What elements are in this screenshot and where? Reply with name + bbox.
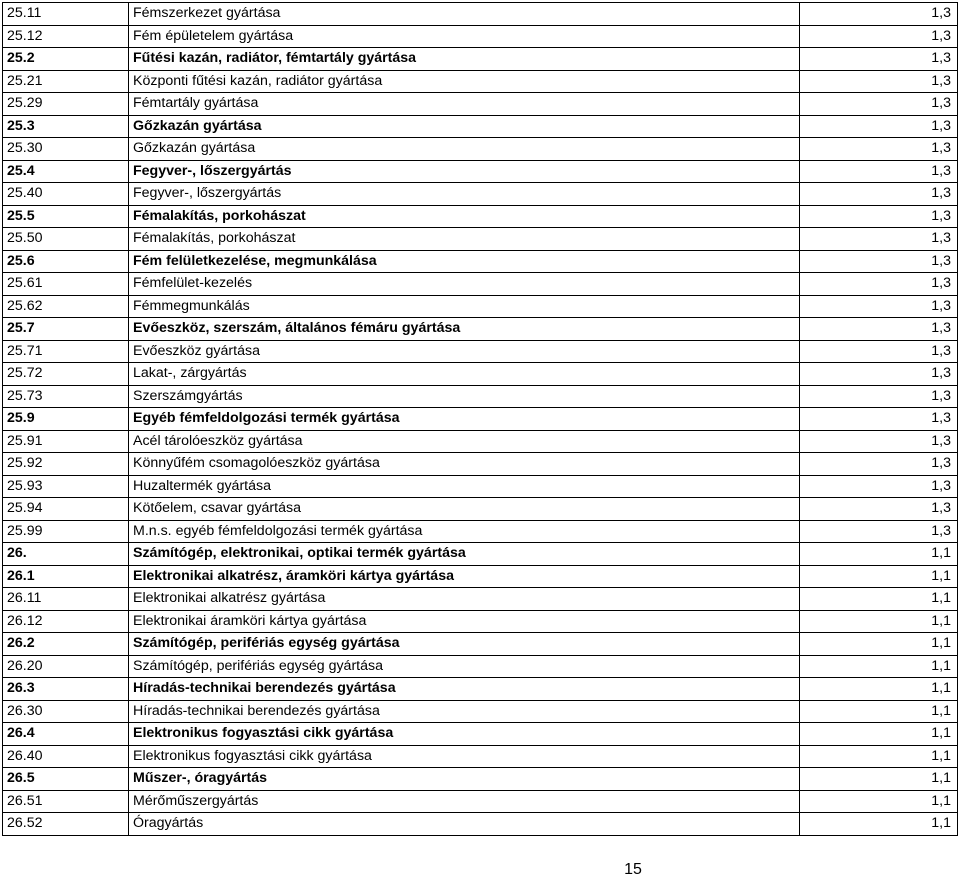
activity-code-cell: 26.	[3, 543, 129, 566]
activity-code-cell: 25.92	[3, 453, 129, 476]
activity-code-cell: 26.5	[3, 768, 129, 791]
activity-name-cell: Elektronikai áramköri kártya gyártása	[129, 610, 800, 633]
activity-name-cell: Fém felületkezelése, megmunkálása	[129, 250, 800, 273]
activity-name-cell: Műszer-, óragyártás	[129, 768, 800, 791]
coefficient-cell: 1,3	[800, 520, 958, 543]
activity-code-cell: 25.71	[3, 340, 129, 363]
activity-code-cell: 26.40	[3, 745, 129, 768]
activity-name-cell: M.n.s. egyéb fémfeldolgozási termék gyártása	[129, 520, 800, 543]
table-row	[3, 385, 958, 408]
table-row	[3, 475, 958, 498]
coefficient-cell: 1,3	[800, 3, 958, 26]
activity-name-cell: Elektronikus fogyasztási cikk gyártása	[129, 723, 800, 746]
coefficient-cell: 1,3	[800, 385, 958, 408]
activity-name-cell: Egyéb fémfeldolgozási termék gyártása	[129, 408, 800, 431]
table-row	[3, 678, 958, 701]
activity-code-cell: 26.52	[3, 813, 129, 836]
activity-code-cell: 26.3	[3, 678, 129, 701]
activity-name-cell: Fémalakítás, porkohászat	[129, 205, 800, 228]
activity-name-cell: Evőeszköz, szerszám, általános fémáru gyártása	[129, 318, 800, 341]
activity-name-cell: Evőeszköz gyártása	[129, 340, 800, 363]
coefficient-cell: 1,3	[800, 475, 958, 498]
table-row	[3, 138, 958, 161]
coefficient-cell: 1,1	[800, 790, 958, 813]
activity-name-cell: Híradás-technikai berendezés gyártása	[129, 678, 800, 701]
activity-code-cell: 25.7	[3, 318, 129, 341]
coefficient-cell: 1,1	[800, 633, 958, 656]
coefficient-cell: 1,3	[800, 25, 958, 48]
activity-code-cell: 25.9	[3, 408, 129, 431]
table-row	[3, 295, 958, 318]
activity-code-cell: 25.62	[3, 295, 129, 318]
coefficient-cell: 1,3	[800, 228, 958, 251]
coefficient-cell: 1,3	[800, 408, 958, 431]
coefficient-cell: 1,1	[800, 655, 958, 678]
activity-table	[2, 2, 958, 836]
table-row	[3, 160, 958, 183]
activity-code-cell: 26.1	[3, 565, 129, 588]
activity-name-cell: Fémalakítás, porkohászat	[129, 228, 800, 251]
table-row	[3, 70, 958, 93]
coefficient-cell: 1,3	[800, 318, 958, 341]
activity-code-cell: 25.5	[3, 205, 129, 228]
coefficient-cell: 1,3	[800, 453, 958, 476]
table-row	[3, 790, 958, 813]
activity-name-cell: Mérőműszergyártás	[129, 790, 800, 813]
table-row	[3, 588, 958, 611]
coefficient-cell: 1,3	[800, 430, 958, 453]
activity-code-cell: 25.93	[3, 475, 129, 498]
coefficient-cell: 1,3	[800, 48, 958, 71]
table-row	[3, 543, 958, 566]
table-row	[3, 318, 958, 341]
table-row	[3, 183, 958, 206]
table-row	[3, 813, 958, 836]
activity-code-cell: 25.12	[3, 25, 129, 48]
activity-name-cell: Számítógép, elektronikai, optikai termék gyártása	[129, 543, 800, 566]
activity-code-cell: 25.61	[3, 273, 129, 296]
coefficient-cell: 1,3	[800, 70, 958, 93]
activity-code-cell: 26.20	[3, 655, 129, 678]
coefficient-cell: 1,1	[800, 700, 958, 723]
table-row	[3, 228, 958, 251]
coefficient-cell: 1,3	[800, 273, 958, 296]
coefficient-cell: 1,3	[800, 295, 958, 318]
activity-name-cell: Fémtartály gyártása	[129, 93, 800, 116]
table-row	[3, 273, 958, 296]
table-row	[3, 745, 958, 768]
activity-code-cell: 25.50	[3, 228, 129, 251]
activity-code-cell: 26.51	[3, 790, 129, 813]
coefficient-cell: 1,1	[800, 813, 958, 836]
activity-name-cell: Kötőelem, csavar gyártása	[129, 498, 800, 521]
coefficient-cell: 1,3	[800, 250, 958, 273]
table-row	[3, 3, 958, 26]
coefficient-cell: 1,1	[800, 610, 958, 633]
activity-code-cell: 25.72	[3, 363, 129, 386]
table-row	[3, 408, 958, 431]
activity-code-cell: 25.21	[3, 70, 129, 93]
activity-name-cell: Számítógép, perifériás egység gyártása	[129, 655, 800, 678]
activity-code-cell: 26.30	[3, 700, 129, 723]
coefficient-cell: 1,3	[800, 498, 958, 521]
activity-name-cell: Híradás-technikai berendezés gyártása	[129, 700, 800, 723]
coefficient-cell: 1,3	[800, 183, 958, 206]
table-row	[3, 93, 958, 116]
table-row	[3, 723, 958, 746]
coefficient-cell: 1,1	[800, 543, 958, 566]
activity-code-cell: 25.29	[3, 93, 129, 116]
coefficient-cell: 1,3	[800, 205, 958, 228]
activity-name-cell: Fémszerkezet gyártása	[129, 3, 800, 26]
coefficient-cell: 1,3	[800, 160, 958, 183]
activity-code-cell: 25.30	[3, 138, 129, 161]
activity-code-cell: 25.3	[3, 115, 129, 138]
table-row	[3, 250, 958, 273]
activity-code-cell: 26.11	[3, 588, 129, 611]
table-row	[3, 340, 958, 363]
activity-code-cell: 25.94	[3, 498, 129, 521]
activity-code-cell: 25.91	[3, 430, 129, 453]
activity-table-body	[3, 3, 958, 836]
table-row	[3, 700, 958, 723]
activity-name-cell: Fűtési kazán, radiátor, fémtartály gyártása	[129, 48, 800, 71]
activity-name-cell: Gőzkazán gyártása	[129, 115, 800, 138]
activity-code-cell: 25.73	[3, 385, 129, 408]
table-row	[3, 768, 958, 791]
activity-code-cell: 26.12	[3, 610, 129, 633]
activity-name-cell: Elektronikai alkatrész, áramköri kártya gyártása	[129, 565, 800, 588]
table-row	[3, 633, 958, 656]
activity-name-cell: Fegyver-, lőszergyártás	[129, 160, 800, 183]
activity-code-cell: 26.4	[3, 723, 129, 746]
coefficient-cell: 1,3	[800, 115, 958, 138]
table-row	[3, 610, 958, 633]
coefficient-cell: 1,1	[800, 565, 958, 588]
activity-code-cell: 25.40	[3, 183, 129, 206]
activity-name-cell: Számítógép, perifériás egység gyártása	[129, 633, 800, 656]
table-row	[3, 430, 958, 453]
table-row	[3, 363, 958, 386]
activity-name-cell: Központi fűtési kazán, radiátor gyártása	[129, 70, 800, 93]
table-row	[3, 655, 958, 678]
activity-name-cell: Fémfelület-kezelés	[129, 273, 800, 296]
activity-name-cell: Fémmegmunkálás	[129, 295, 800, 318]
activity-code-cell: 26.2	[3, 633, 129, 656]
activity-name-cell: Gőzkazán gyártása	[129, 138, 800, 161]
coefficient-cell: 1,3	[800, 93, 958, 116]
table-row	[3, 205, 958, 228]
coefficient-cell: 1,3	[800, 340, 958, 363]
coefficient-cell: 1,1	[800, 588, 958, 611]
coefficient-cell: 1,1	[800, 745, 958, 768]
activity-name-cell: Óragyártás	[129, 813, 800, 836]
activity-name-cell: Acél tárolóeszköz gyártása	[129, 430, 800, 453]
activity-name-cell: Lakat-, zárgyártás	[129, 363, 800, 386]
table-row	[3, 48, 958, 71]
activity-name-cell: Elektronikai alkatrész gyártása	[129, 588, 800, 611]
coefficient-cell: 1,1	[800, 678, 958, 701]
activity-code-cell: 25.11	[3, 3, 129, 26]
table-row	[3, 565, 958, 588]
activity-name-cell: Fém épületelem gyártása	[129, 25, 800, 48]
coefficient-cell: 1,3	[800, 363, 958, 386]
activity-name-cell: Szerszámgyártás	[129, 385, 800, 408]
table-row	[3, 520, 958, 543]
activity-code-cell: 25.99	[3, 520, 129, 543]
activity-name-cell: Könnyűfém csomagolóeszköz gyártása	[129, 453, 800, 476]
coefficient-cell: 1,1	[800, 723, 958, 746]
activity-code-cell: 25.2	[3, 48, 129, 71]
activity-name-cell: Elektronikus fogyasztási cikk gyártása	[129, 745, 800, 768]
page-number: 15	[624, 861, 642, 878]
activity-code-cell: 25.6	[3, 250, 129, 273]
activity-name-cell: Fegyver-, lőszergyártás	[129, 183, 800, 206]
table-row	[3, 115, 958, 138]
table-row	[3, 498, 958, 521]
coefficient-cell: 1,1	[800, 768, 958, 791]
activity-code-cell: 25.4	[3, 160, 129, 183]
table-row	[3, 25, 958, 48]
activity-name-cell: Huzaltermék gyártása	[129, 475, 800, 498]
coefficient-cell: 1,3	[800, 138, 958, 161]
table-row	[3, 453, 958, 476]
